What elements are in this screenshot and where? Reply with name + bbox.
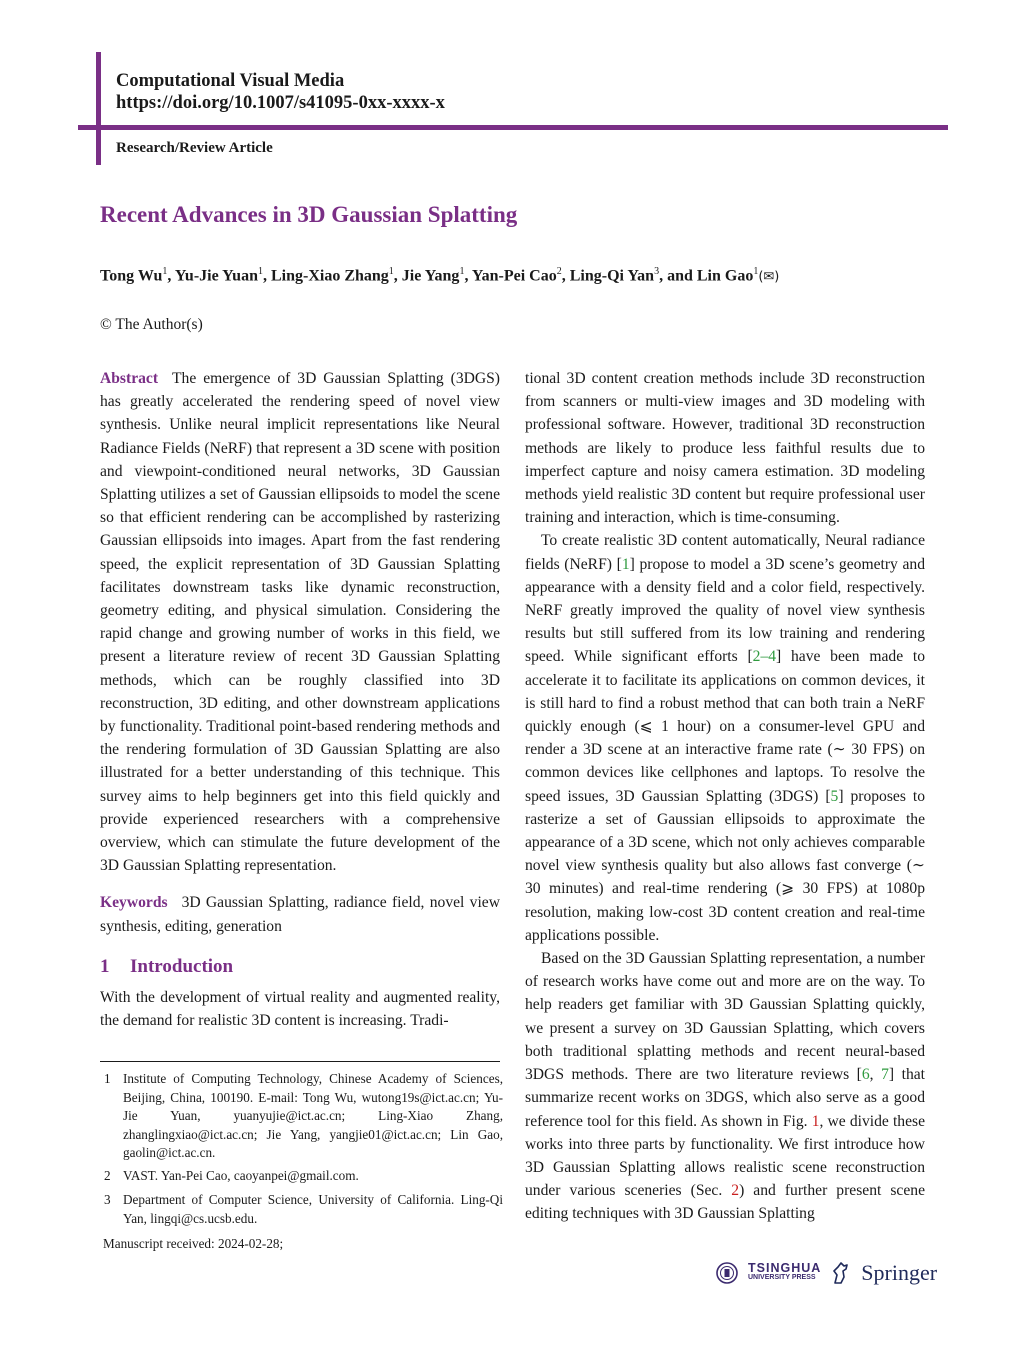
author-affiliation: 3 <box>654 266 660 277</box>
footnote-number: 2 <box>104 1168 111 1183</box>
author: Yan-Pei Cao <box>471 267 557 285</box>
author: Jie Yang <box>401 267 460 285</box>
intro-paragraph: tional 3D content creation methods include 3D reconstruction from scanners or multi-view images and 3D modeling with professional software. However, traditional 3D reconstruction methods are likely to produce less faithful results due to imperfect capture and noisy camera estimation. 3D modeling methods yield realistic 3D content but require professional user training and interaction, which is time-consuming. <box>525 370 925 527</box>
left-column <box>100 367 500 1032</box>
keywords <box>100 891 500 937</box>
footnote-text: Department of Computer Science, University of California. Ling-Qi Yan, lingqi@cs.ucsb.edu. <box>123 1192 503 1226</box>
intro-paragraph: With the development of virtual reality and augmented reality, the demand for realistic 3D content is increasing. Tradi- <box>100 988 500 1030</box>
article-type: Research/Review Article <box>116 140 273 156</box>
intro-paragraph <box>525 529 925 947</box>
section-number: 1 <box>100 955 110 977</box>
keywords-text: 3D Gaussian Splatting, radiance field, novel view synthesis, editing, generation <box>100 894 500 935</box>
author-affiliation: 1 <box>459 266 465 277</box>
figure-link[interactable]: 1 <box>811 1112 820 1130</box>
header-horizontal-bar <box>78 125 948 130</box>
text-run: ] have been made to accelerate it to facilitate its applications on common devices, it is still hard to find a robust method that can both train a NeRF quickly enough (⩽ 1 hour) on a consumer-level GPU and render a 3D scene at an interactive frame rate (∼ 30 FPS) on common devices like cellphones and laptops. To resolve the speed issues, 3D Gaussian Splatting (3DGS) [ <box>525 648 926 805</box>
springer-logo-text: Springer <box>861 1260 938 1285</box>
author: Yu-Jie Yuan <box>174 267 258 285</box>
corresponding-mark-icon: (✉) <box>758 269 780 285</box>
abstract <box>100 367 500 877</box>
springer-horse-icon <box>831 1261 851 1285</box>
text-run: ] propose to model a 3D scene’s geometry and appearance with a density field and a color field, respectively. NeRF greatly improved the quality of novel view synthesis results but still suffered from its low training and rendering speed. While significant efforts [ <box>525 555 925 666</box>
citation-link[interactable]: 2–4 <box>752 648 777 666</box>
footnote-text: VAST. Yan-Pei Cao, caoyanpei@gmail.com. <box>123 1168 359 1183</box>
copyright: © The Author(s) <box>100 316 203 333</box>
footnote <box>100 1167 503 1186</box>
intro-paragraph <box>525 947 925 1225</box>
abstract-text: The emergence of 3D Gaussian Splatting (3DGS) has greatly accelerated the rendering speed of novel view synthesis. Unlike neural implicit representations like Neural Radiance Fields (NeRF) that represent a 3D scene with position and viewpoint-conditioned neural networks, 3D Gaussian Splatting utilizes a set of Gaussian ellipsoids to model the scene so that efficient rendering can be accomplished by rasterizing Gaussian ellipsoids into images. Apart from the fast rendering speed, the explicit representation of 3D Gaussian Splatting facilitates downstream tasks like dynamic reconstruction, geometry editing, and physical simulation. Considering the rapid change and growing number of works in this field, we present a literature review of recent 3D Gaussian Splatting methods, which can be roughly classified into 3D reconstruction, 3D editing, and other downstream applications by functionality. Traditional point-based rendering methods and the rendering formulation of 3D Gaussian Splatting are also illustrated for a better understanding of this technique. This survey aims to help beginners get into this field quickly and provide experienced researchers with a comprehensive overview, which can stimulate the future development of the 3D Gaussian Splatting representation. <box>100 370 500 875</box>
doi-link[interactable]: https://doi.org/10.1007/s41095-0xx-xxxx-x <box>116 93 445 113</box>
right-column <box>525 367 925 1226</box>
footnote-rule <box>100 1061 500 1062</box>
keywords-label: Keywords <box>100 894 168 912</box>
footnote <box>100 1191 503 1228</box>
author-affiliation: 1 <box>162 266 168 277</box>
paper-title: Recent Advances in 3D Gaussian Splatting <box>100 202 518 227</box>
footnote-text: Institute of Computing Technology, Chinese Academy of Sciences, Beijing, China, 100190. E-mail: Tong Wu, wutong19s@ict.ac.cn; Yu-Jie Yuan, yuanyujie@ict.ac.cn; Ling-Xiao Zhang, zhanglingxiao@ict.ac.cn; Jie Yang, yangjie01@ict.ac.cn; Lin Gao, gaolin@ict.ac.cn. <box>123 1071 503 1160</box>
text-run: ) and further present scene editing techniques with 3D Gaussian Splatting <box>525 1182 925 1223</box>
section-link[interactable]: 2 <box>731 1182 740 1200</box>
author-affiliation: 2 <box>556 266 562 277</box>
section-heading <box>100 954 500 980</box>
manuscript-received: Manuscript received: 2024-02-28; <box>103 1236 284 1251</box>
abstract-label: Abstract <box>100 370 159 387</box>
tsinghua-seal-icon <box>716 1262 738 1284</box>
citation-link[interactable]: 1 <box>621 555 630 573</box>
author: Tong Wu <box>100 267 163 285</box>
footnote-number: 3 <box>104 1192 111 1207</box>
citation-link[interactable]: 6 <box>861 1066 870 1084</box>
journal-name: Computational Visual Media <box>116 71 345 91</box>
citation-link[interactable]: 7 <box>881 1066 889 1084</box>
text-run: ] proposes to rasterize a set of Gaussian ellipsoids to approximate the appearance of a 3D scene, which not only achieves comparable novel view synthesis quality but also allows fast converge (∼ 30 minutes) and real-time rendering (⩾ 30 FPS) at 1080p resolution, making low-cost 3D content creation and real-time applications possible. <box>525 787 925 944</box>
tsinghua-name: TSINGHUA <box>748 1261 822 1275</box>
text-run: ] that summarize recent works on 3DGS, which also serve as a good reference tool for this field. As shown in Fig. <box>525 1066 925 1130</box>
author-affiliation: 1 <box>388 266 394 277</box>
author: Ling-Xiao Zhang <box>270 267 389 285</box>
publisher-logos <box>716 1260 937 1286</box>
tsinghua-press: UNIVERSITY PRESS <box>748 1274 816 1281</box>
author-affiliation: 1 <box>753 266 759 277</box>
author-affiliation: 1 <box>257 266 263 277</box>
text-run: , <box>869 1066 882 1084</box>
text-run: Based on the 3D Gaussian Splatting representation, a number of research works have come out and more are on the way. To help readers get familiar with 3D Gaussian Splatting quickly, we present a survey on 3D Gaussian Splatting, which covers both traditional splatting methods and recent neural-based 3DGS methods. There are two literature reviews [ <box>525 950 925 1084</box>
author-list: Tong Wu$^1$, Yu-Jie Yuan$^1$, Ling-Xiao Zhang$^1$, Jie Yang$^1$, Yan-Pei Cao$^2$, Ling-Qi Yan$^3$, and Lin Gao$^1$(✉) <box>100 266 780 285</box>
author: Ling-Qi Yan <box>569 267 655 285</box>
footnote <box>100 1070 503 1163</box>
journal-header <box>116 70 445 114</box>
footnote-number: 1 <box>104 1071 111 1086</box>
section-title: Introduction <box>130 955 234 977</box>
author: and Lin Gao <box>667 267 754 285</box>
text-run: , we divide these works into three parts by functionality. We first introduce how 3D Gaussian Splatting allows realistic scene reconstruction under various sceneries (Sec. <box>525 1112 925 1200</box>
header-vertical-bar <box>96 52 101 165</box>
tsinghua-logo-text <box>748 1263 821 1283</box>
citation-link[interactable]: 5 <box>830 787 839 805</box>
text-run: To create realistic 3D content automatically, Neural radiance fields (NeRF) [ <box>525 532 925 573</box>
